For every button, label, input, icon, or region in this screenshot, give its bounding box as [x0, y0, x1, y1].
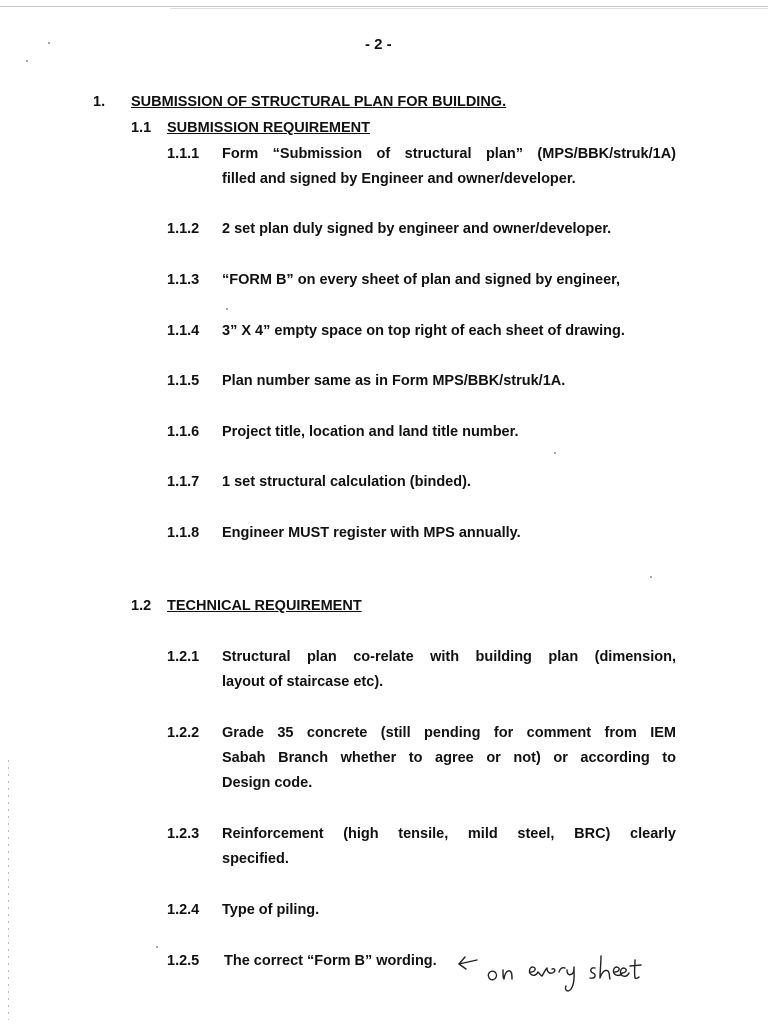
item-text-line: 1 set structural calculation (binded).	[222, 474, 471, 490]
scan-edge-dots	[8, 760, 9, 1020]
item-text-line: Form “Submission of structural plan” (MPS/BBK/struk/1A)	[222, 146, 676, 162]
section-number: 1.	[93, 94, 106, 110]
item-number: 1.1.3	[167, 272, 200, 288]
item-number: 1.2.3	[167, 826, 200, 842]
item-number: 1.2.4	[167, 902, 200, 918]
item-number: 1.2.2	[167, 725, 200, 741]
item-text-line: “FORM B” on every sheet of plan and signed by engineer,	[222, 272, 621, 288]
page-number: - 2 -	[365, 36, 392, 53]
item-text-line: Grade 35 concrete (still pending for comment from IEM	[222, 725, 676, 741]
handwritten-note-on-every-sheet	[455, 950, 655, 1010]
scan-edge-line	[0, 6, 768, 7]
subsection-number: 1.2	[131, 598, 152, 614]
item-number: 1.1.7	[167, 474, 200, 490]
item-text-line: specified.	[222, 851, 289, 867]
item-text-line: 2 set plan duly signed by engineer and owner/developer.	[222, 221, 612, 237]
item-number: 1.2.5	[167, 953, 200, 969]
item-text-line: Type of piling.	[222, 902, 320, 918]
item-text-line: layout of staircase etc).	[222, 674, 384, 690]
subsection-title: TECHNICAL REQUIREMENT	[167, 598, 362, 614]
item-text-line: Plan number same as in Form MPS/BBK/struk/1A.	[222, 373, 566, 389]
item-number: 1.1.5	[167, 373, 200, 389]
item-number: 1.1.2	[167, 221, 200, 237]
scan-speck	[26, 60, 28, 62]
scan-speck	[156, 946, 158, 948]
subsection-number: 1.1	[131, 120, 152, 136]
item-number: 1.1.1	[167, 146, 200, 162]
item-text-line: The correct “Form B” wording.	[224, 953, 437, 969]
scan-speck	[650, 576, 652, 578]
item-text-line: Design code.	[222, 775, 313, 791]
item-number: 1.1.4	[167, 323, 200, 339]
item-text-line: Engineer MUST register with MPS annually.	[222, 525, 521, 541]
scan-edge-line	[170, 8, 768, 9]
scan-speck	[554, 452, 556, 454]
item-text-line: Reinforcement (high tensile, mild steel, BRC) clearly	[222, 826, 676, 842]
scan-speck	[48, 42, 50, 44]
item-text-line: Sabah Branch whether to agree or not) or according to	[222, 750, 676, 766]
item-number: 1.1.6	[167, 424, 200, 440]
subsection-title: SUBMISSION REQUIREMENT	[167, 120, 371, 136]
item-text-line: filled and signed by Engineer and owner/developer.	[222, 171, 576, 187]
item-text-line: Structural plan co-relate with building plan (dimension,	[222, 649, 676, 665]
section-title: SUBMISSION OF STRUCTURAL PLAN FOR BUILDING.	[131, 94, 507, 110]
item-number: 1.2.1	[167, 649, 200, 665]
item-number: 1.1.8	[167, 525, 200, 541]
scan-speck	[226, 308, 228, 310]
item-text-line: Project title, location and land title number.	[222, 424, 519, 440]
item-text-line: 3” X 4” empty space on top right of each sheet of drawing.	[222, 323, 625, 339]
